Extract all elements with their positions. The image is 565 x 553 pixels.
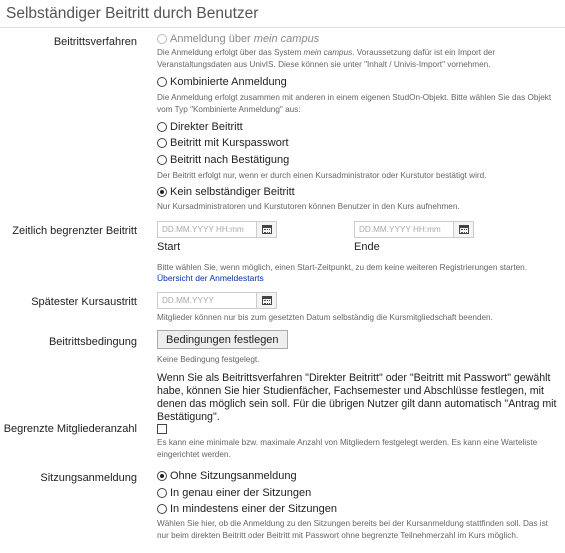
- anmeldestarts-link[interactable]: Übersicht der Anmeldestarts: [157, 273, 264, 283]
- radio-label: Direkter Beitritt: [170, 121, 243, 133]
- set-conditions-button[interactable]: Bedingungen festlegen: [157, 330, 288, 349]
- radio-label: Anmeldung über mein campus: [170, 33, 320, 45]
- time-limited-description: Bitte wählen Sie, wenn möglich, einen Start-Zeitpunkt, zu dem keine weiteren Registrierungen starten.: [157, 263, 527, 272]
- limited-members-checkbox[interactable]: [157, 424, 167, 434]
- start-label: Start: [157, 241, 181, 253]
- radio-ohne-sitzung[interactable]: [157, 470, 297, 482]
- radio-label: In mindestens einer der Sitzungen: [170, 503, 337, 515]
- session-reg-label: Sitzungsanmeldung: [40, 472, 137, 484]
- latest-exit-field[interactable]: DD.MM.YYYY: [162, 296, 214, 305]
- end-date-input[interactable]: [354, 221, 474, 238]
- section-title: Selbständiger Beitritt durch Benutzer: [6, 5, 259, 22]
- radio-mindestens-einer[interactable]: [157, 503, 337, 515]
- start-date-input[interactable]: [157, 221, 277, 238]
- radio-mein-campus-description: Die Anmeldung erfolgt über das System mein campus. Voraussetzung dafür ist ein Import der Veranstaltungsdaten aus UnivIS. Diese können sie unter "Inhalt / Univis-Import" vornehmen.: [157, 48, 496, 69]
- radio-label: In genau einer der Sitzungen: [170, 487, 312, 499]
- calendar-icon[interactable]: [453, 222, 473, 237]
- session-reg-description: Wählen Sie hier, ob die Anmeldung zu den Sitzungen bereits bei der Kursanmeldung stattfinden soll. Das ist nur beim direkten Beitritt oder Beitritt mit Passwort ohne begrenzte Teilnehmerzahl im Kurs möglich.: [157, 519, 548, 540]
- radio-label: Kein selbständiger Beitritt: [170, 186, 295, 198]
- radio-indicator[interactable]: [157, 77, 167, 87]
- radio-kombinierte-anmeldung[interactable]: [157, 76, 287, 88]
- radio-kurspasswort[interactable]: [157, 137, 289, 149]
- end-date-field[interactable]: DD.MM.YYYY HH:mm: [359, 225, 441, 234]
- radio-label: Kombinierte Anmeldung: [170, 76, 287, 88]
- time-limited-label: Zeitlich begrenzter Beitritt: [12, 225, 137, 237]
- radio-indicator-selected[interactable]: [157, 471, 167, 481]
- radio-indicator-selected[interactable]: [157, 187, 167, 197]
- radio-genau-einer[interactable]: [157, 487, 311, 499]
- section-divider: [0, 27, 565, 28]
- radio-indicator[interactable]: [157, 34, 167, 44]
- condition-info: Wenn Sie als Beitrittsverfahren "Direkter Beitritt" oder "Beitritt mit Passwort" gewählt habe, können Sie hier Studienfächer, Fachsemester und Abschlüsse festlegen, mit denen das möglich sein soll. Für die übrigen Nutzer gilt dann automatisch "Antrag mit Bestätigung".: [157, 372, 557, 423]
- radio-direkter-beitritt[interactable]: [157, 121, 243, 133]
- latest-exit-label: Spätester Kursaustritt: [31, 296, 137, 308]
- calendar-icon[interactable]: [256, 293, 276, 308]
- radio-label: Beitritt mit Kurspasswort: [170, 137, 289, 149]
- radio-nach-bestaetigung[interactable]: [157, 154, 289, 166]
- condition-status: Keine Bedingung festgelegt.: [157, 355, 260, 364]
- latest-exit-input[interactable]: [157, 292, 277, 309]
- join-method-label: Beitrittsverfahren: [53, 36, 137, 48]
- end-label: Ende: [354, 241, 380, 253]
- radio-indicator[interactable]: [157, 138, 167, 148]
- start-date-field[interactable]: DD.MM.YYYY HH:mm: [162, 225, 244, 234]
- radio-label: Ohne Sitzungsanmeldung: [170, 470, 297, 482]
- condition-label: Beitrittsbedingung: [48, 336, 137, 348]
- latest-exit-description: Mitglieder können nur bis zum gesetzten Datum selbständig die Kursmitgliedschaft beenden.: [157, 313, 493, 322]
- calendar-icon[interactable]: [256, 222, 276, 237]
- radio-label: Beitritt nach Bestätigung: [170, 154, 290, 166]
- radio-mein-campus[interactable]: [157, 33, 319, 45]
- radio-bestaetigung-description: Der Beitritt erfolgt nur, wenn er durch einen Kursadministrator oder Kurstutor bestätigt wird.: [157, 171, 487, 180]
- limited-members-description: Es kann eine minimale bzw. maximale Anzahl von Mitgliedern festgelegt werden. Es kann eine Warteliste eingerichtet werden.: [157, 438, 538, 459]
- radio-indicator[interactable]: [157, 504, 167, 514]
- radio-kombinierte-description: Die Anmeldung erfolgt zusammen mit anderen in einem eigenen StudOn-Objekt. Bitte wählen Sie das Objekt vom Typ "Kombinierte Anmeldung" aus:: [157, 93, 552, 114]
- limited-members-label: Begrenzte Mitgliederanzahl: [3, 423, 137, 435]
- radio-kein-beitritt-description: Nur Kursadministratoren und Kurstutoren können Benutzer in den Kurs aufnehmen.: [157, 202, 460, 211]
- radio-indicator[interactable]: [157, 155, 167, 165]
- radio-indicator[interactable]: [157, 122, 167, 132]
- radio-kein-beitritt[interactable]: [157, 186, 295, 198]
- radio-indicator[interactable]: [157, 488, 167, 498]
